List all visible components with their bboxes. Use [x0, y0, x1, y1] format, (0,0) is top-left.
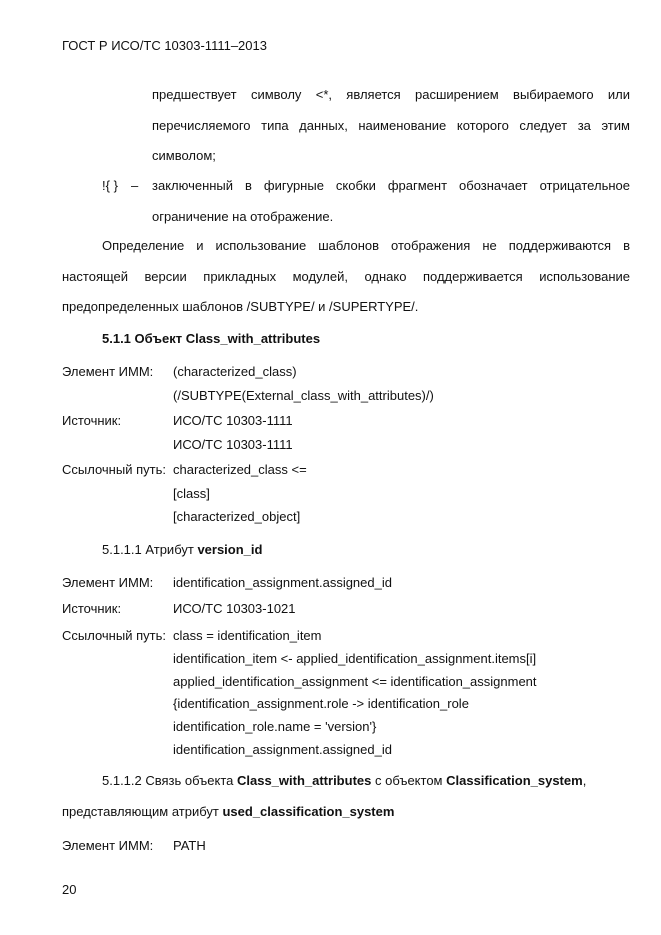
notation-description-line-2: ограничение на отображение. [152, 209, 334, 224]
paragraph-line-1-word: Определение [102, 238, 185, 253]
section-511-path-line-1: characterized_class <= [173, 462, 307, 477]
notation-continuation-line-1-word: или [607, 87, 630, 102]
notation-continuation-line-2-word: следует [519, 118, 568, 133]
section-5111-path-line-5: identification_role.name = 'version'} [173, 719, 377, 734]
section-5111-path-line-4: {identification_assignment.role -> identification_role [173, 696, 469, 711]
section-5111-path-line-2: identification_item <- applied_identification_assignment.items[i] [173, 651, 537, 666]
section-511-path-line-2: [class] [173, 486, 210, 501]
paragraph-line-2-word: версии [144, 269, 187, 284]
section-511-element-label: Элемент ИММ: [62, 364, 154, 379]
notation-description-line-1-word: фигурные [263, 178, 324, 193]
notation-symbol: !{ } [102, 178, 118, 193]
section-5111-path-line-1: class = identification_item [173, 628, 322, 643]
notation-description-line-1-word: скобки [335, 178, 376, 193]
notation-description-line-1-word: обозначает [459, 178, 528, 193]
notation-description-line-1 [152, 178, 630, 193]
paragraph-line-1 [102, 238, 630, 253]
section-511-path-label: Ссылочный путь: [62, 462, 166, 477]
notation-description-line-1-word: заключенный [152, 178, 234, 193]
paragraph-line-2-word: настоящей [62, 269, 129, 284]
notation-description-line-1-word: отрицательное [539, 178, 630, 193]
paragraph-line-1-word: использование [215, 238, 307, 253]
section-5112-heading-object-1: Class_with_attributes [236, 773, 372, 788]
page-header: ГОСТ Р ИСО/ТС 10303-1111–2013 [62, 38, 267, 53]
notation-continuation-line-2-word: данных, [299, 118, 348, 133]
notation-continuation-line-2-word: которого [456, 118, 509, 133]
section-5112-heading-end: , [582, 773, 587, 788]
notation-continuation-line-2-word: перечисляемого [152, 118, 251, 133]
paragraph-line-2-word: однако [364, 269, 407, 284]
section-5111-path-line-3: applied_identification_assignment <= identification_assignment [173, 674, 537, 689]
notation-continuation-line-2 [152, 118, 630, 133]
section-5112-element-label: Элемент ИММ: [62, 838, 154, 853]
section-5111-source-label: Источник: [62, 601, 122, 616]
notation-continuation-line-1-word: символу [250, 87, 302, 102]
section-511-source-label: Источник: [62, 413, 122, 428]
paragraph-line-2-word: модулей, [292, 269, 348, 284]
section-5112-heading-line-2 [62, 804, 394, 819]
paragraph-line-1-word: и [196, 238, 204, 253]
section-5112-heading-object-2: Classification_system [446, 773, 583, 788]
section-5111-element-label: Элемент ИММ: [62, 575, 154, 590]
notation-description-line-1-word: фрагмент [387, 178, 448, 193]
section-5112-line2-prefix: представляющим атрибут [62, 804, 223, 819]
notation-continuation-line-2-word: типа [261, 118, 289, 133]
section-5111-heading [102, 542, 262, 557]
notation-continuation-line-1-word: предшествует [152, 87, 237, 102]
paragraph-line-1-word: не [482, 238, 497, 253]
section-511-element-line-2: (/SUBTYPE(External_class_with_attributes)/) [173, 388, 434, 403]
section-511-heading: 5.1.1 Объект Class_with_attributes [102, 331, 321, 346]
paragraph-line-2-word: поддерживается [422, 269, 523, 284]
section-511-element-line-1: (characterized_class) [173, 364, 297, 379]
section-5111-element-value: identification_assignment.assigned_id [173, 575, 392, 590]
notation-continuation-line-1 [152, 87, 630, 102]
section-5112-heading [102, 773, 586, 788]
paragraph-line-1-word: шаблонов [318, 238, 380, 253]
section-5112-line2-attribute: used_classification_system [222, 804, 395, 819]
paragraph-line-3: предопределенных шаблонов /SUBTYPE/ и /SUPERTYPE/. [62, 299, 419, 314]
page-number: 20 [62, 882, 77, 897]
notation-continuation-line-1-word: является [346, 87, 401, 102]
section-5111-path-label: Ссылочный путь: [62, 628, 166, 643]
notation-dash: – [131, 178, 139, 193]
paragraph-line-1-word: поддерживаются [508, 238, 612, 253]
section-5112-heading-mid: с объектом [371, 773, 447, 788]
notation-description-line-1-word: в [245, 178, 252, 193]
notation-continuation-line-1-word: <*, [315, 87, 332, 102]
section-5111-heading-prefix: 5.1.1.1 Атрибут [102, 542, 198, 557]
section-511-source-line-2: ИСО/ТС 10303-1111 [173, 437, 293, 452]
paragraph-line-2-word: прикладных [203, 269, 277, 284]
notation-continuation-line-1-word: расширением [415, 87, 499, 102]
notation-continuation-line-2-word: этим [601, 118, 630, 133]
paragraph-line-1-word: в [623, 238, 630, 253]
notation-continuation-line-3: символом; [152, 148, 216, 163]
paragraph-line-2 [62, 269, 630, 284]
notation-continuation-line-2-word: наименование [358, 118, 447, 133]
section-511-path-line-3: [characterized_object] [173, 509, 301, 524]
paragraph-line-2-word: использование [539, 269, 630, 284]
section-5111-heading-attribute: version_id [197, 542, 263, 557]
notation-continuation-line-2-word: за [577, 118, 591, 133]
notation-continuation-line-1-word: выбираемого [513, 87, 594, 102]
section-5111-source-value: ИСО/ТС 10303-1021 [173, 601, 296, 616]
section-5112-element-value: PATH [173, 838, 206, 853]
section-5111-path-line-6: identification_assignment.assigned_id [173, 742, 392, 757]
section-511-source-line-1: ИСО/ТС 10303-1111 [173, 413, 293, 428]
paragraph-line-1-word: отображения [391, 238, 471, 253]
section-5112-heading-prefix: 5.1.1.2 Связь объекта [102, 773, 237, 788]
